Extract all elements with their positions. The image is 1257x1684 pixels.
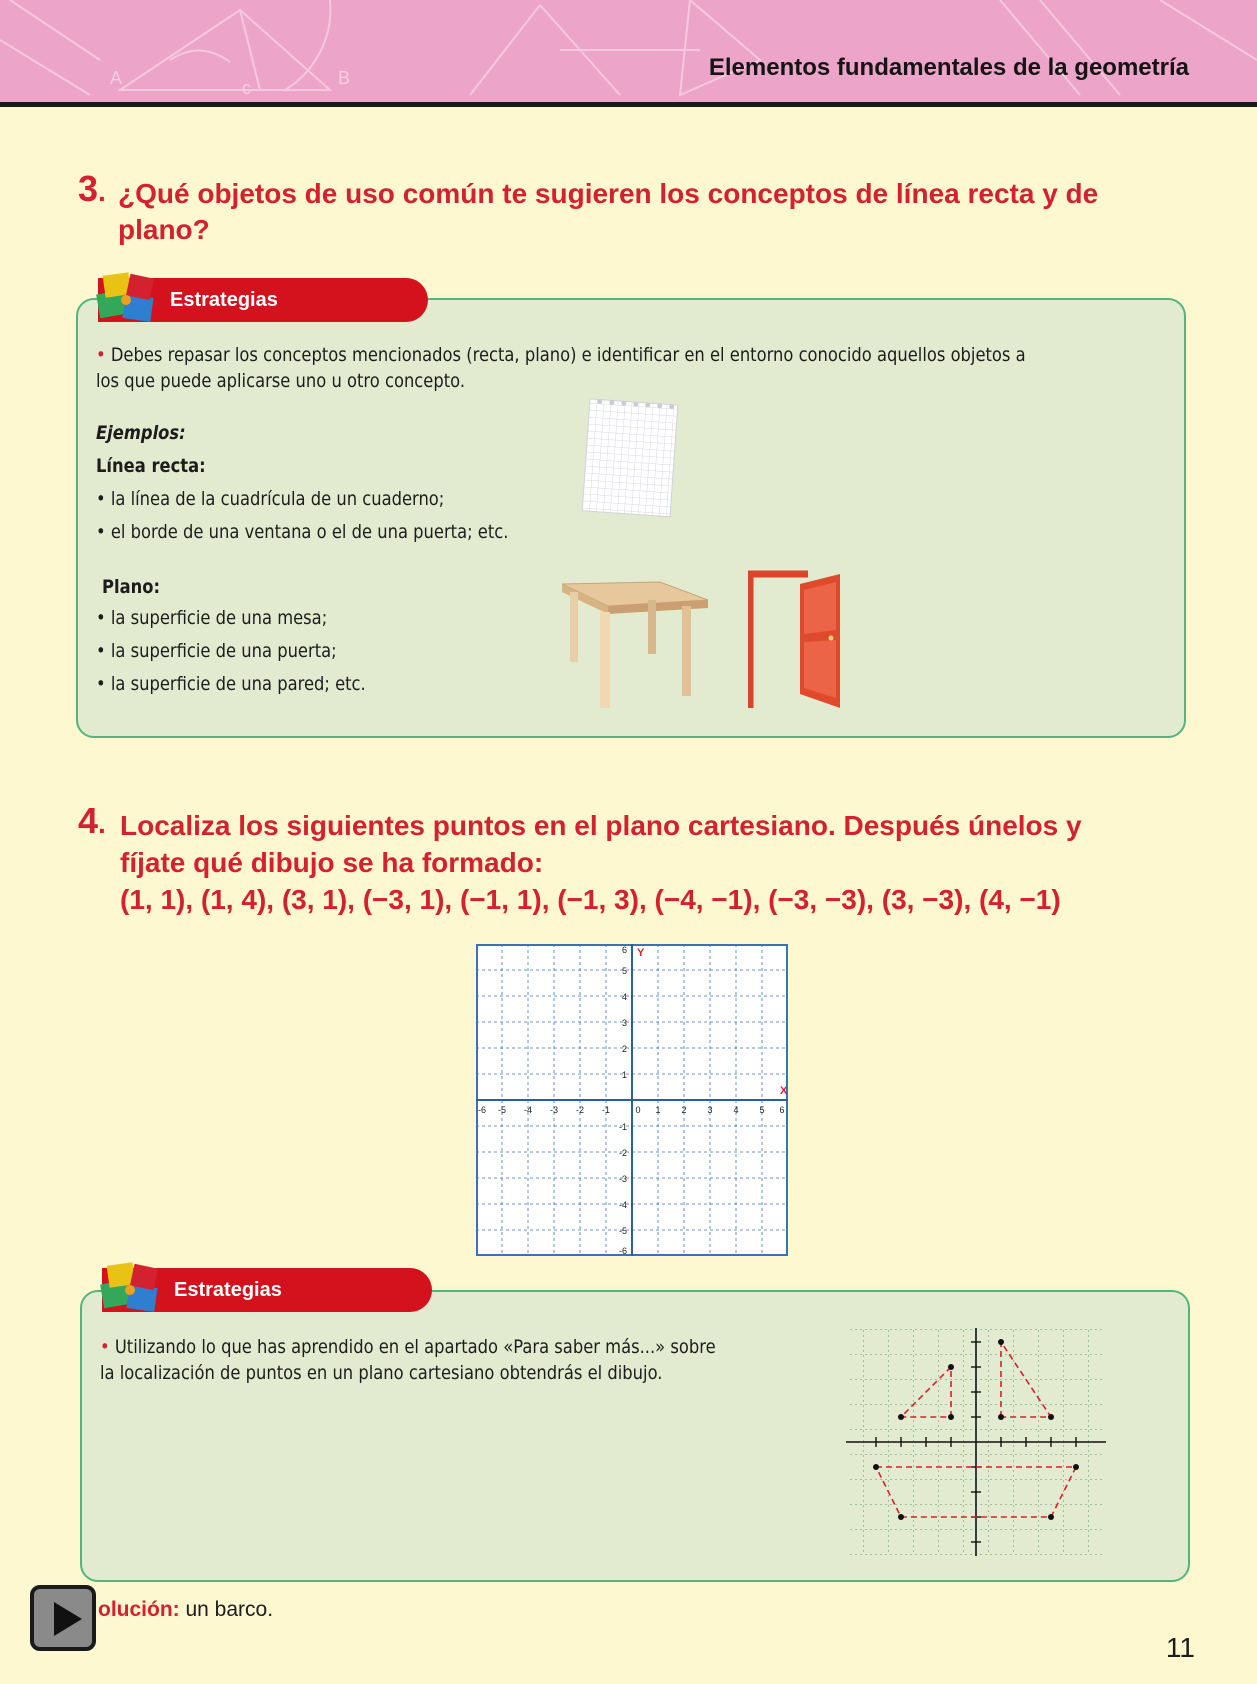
- line-heading: Línea recta:: [96, 455, 206, 477]
- table-illustration: [560, 578, 710, 712]
- boat-point: [998, 1339, 1004, 1345]
- svg-text:c: c: [242, 78, 251, 98]
- solution-label: olución:: [98, 1598, 180, 1621]
- boat-point: [1073, 1464, 1079, 1470]
- question-4-points: (1, 1), (1, 4), (3, 1), (−3, 1), (−1, 1), (−1, 3), (−4, −1), (−3, −3), (3, −3), (4, −1): [120, 884, 1061, 915]
- y-tick-label: -3: [618, 1174, 627, 1184]
- plane-heading: Plano:: [102, 576, 160, 598]
- y-tick-label: 2: [621, 1044, 627, 1054]
- x-tick-label: -3: [549, 1105, 559, 1115]
- x-tick-label: 1: [655, 1105, 661, 1115]
- page-header: [0, 0, 1257, 107]
- x-tick-label: -5: [497, 1105, 507, 1115]
- line-item-1-text: la línea de la cuadrícula de un cuaderno;: [110, 488, 445, 510]
- strategy-1-intro-line-2: los que puede aplicarse uno u otro concepto.: [96, 370, 466, 392]
- notebook-illustration: [572, 392, 690, 524]
- plane-item-3-text: la superficie de una pared; etc.: [110, 673, 366, 695]
- puzzle-icon: [92, 270, 168, 332]
- y-tick-label: 5: [621, 966, 627, 976]
- x-tick-label: 5: [759, 1105, 765, 1115]
- question-number: 3.: [78, 168, 106, 209]
- y-tick-label: 3: [621, 1018, 627, 1028]
- y-tick-label: -1: [618, 1122, 627, 1132]
- y-tick-label: 4: [621, 992, 627, 1002]
- x-tick-label: 0: [635, 1105, 641, 1115]
- door-illustration: [748, 570, 844, 710]
- x-tick-label: -4: [523, 1105, 533, 1115]
- boat-point: [948, 1364, 954, 1370]
- question-3-number: 3: [78, 168, 99, 209]
- boat-point: [1048, 1514, 1054, 1520]
- boat-shape-1: [901, 1367, 951, 1417]
- boat-point: [1048, 1414, 1054, 1420]
- boat-shape-2: [1001, 1342, 1051, 1417]
- boat-point: [898, 1414, 904, 1420]
- boat-point: [998, 1414, 1004, 1420]
- question-3-line-2: plano?: [118, 214, 210, 245]
- strategy-1-intro-line-1: • Debes repasar los conceptos mencionados (recta, plano) e identificar en el entorno conocido aquellos objetos a: [96, 344, 1026, 366]
- question-4-line-1: Localiza los siguientes puntos en el plano cartesiano. Después únelos y: [120, 810, 1082, 841]
- geometry-banner-art: [0, 0, 1257, 102]
- plane-item-3: • la superficie de una pared; etc.: [96, 673, 366, 695]
- play-icon: [54, 1602, 82, 1636]
- x-tick-label: -6: [477, 1105, 487, 1115]
- question-3-line-1: ¿Qué objetos de uso común te sugieren los conceptos de línea recta y de: [118, 178, 1099, 209]
- y-axis-label: Y: [637, 947, 645, 959]
- boat-point: [873, 1464, 879, 1470]
- solution-line: [98, 1598, 273, 1622]
- strategy-tab-1: Estrategias: [98, 278, 428, 322]
- boat-solution-chart: [846, 1326, 1106, 1558]
- y-tick-label: -5: [618, 1226, 627, 1236]
- solution-text: un barco.: [179, 1598, 274, 1621]
- line-item-2: • el borde de una ventana o el de una puerta; etc.: [96, 521, 509, 543]
- y-tick-label: -4: [618, 1200, 627, 1210]
- x-tick-label: -2: [575, 1105, 585, 1115]
- boat-point: [948, 1414, 954, 1420]
- strategy-2-line-2: la localización de puntos en un plano cartesiano obtendrás el dibujo.: [100, 1362, 663, 1384]
- line-item-1: • la línea de la cuadrícula de un cuaderno;: [96, 488, 445, 510]
- strategy-tab-2: Estrategias: [102, 1268, 432, 1312]
- question-4-number: 4: [78, 800, 99, 841]
- page-number: 11: [1165, 1632, 1195, 1663]
- y-tick-label: 1: [621, 1070, 627, 1080]
- plane-item-2-text: la superficie de una puerta;: [110, 640, 337, 662]
- puzzle-icon: [96, 1260, 172, 1322]
- svg-text:B: B: [338, 68, 351, 88]
- y-tick-label: -6: [618, 1246, 627, 1256]
- strategy-2-line-1: • Utilizando lo que has aprendido en el apartado «Para saber más...» sobre: [100, 1336, 716, 1358]
- strategy-1-intro-text: Debes repasar los conceptos mencionados (recta, plano) e identificar en el entorno conocido aquellos objetos a: [110, 344, 1026, 366]
- plane-item-2: • la superficie de una puerta;: [96, 640, 337, 662]
- x-tick-label: 2: [681, 1105, 687, 1115]
- page-header-title: Elementos fundamentales de la geometría: [708, 54, 1189, 81]
- plane-item-1: • la superficie de una mesa;: [96, 607, 328, 629]
- x-tick-label: 6: [779, 1105, 785, 1115]
- x-tick-label: 3: [707, 1105, 713, 1115]
- question-4-number-wrap: 4.: [78, 800, 106, 841]
- x-tick-label: -1: [601, 1105, 611, 1115]
- y-tick-label: -2: [618, 1148, 627, 1158]
- strategy-2-text: Utilizando lo que has aprendido en el apartado «Para saber más...» sobre: [114, 1336, 716, 1358]
- line-item-2-text: el borde de una ventana o el de una puerta; etc.: [110, 521, 509, 543]
- x-axis-label: X: [780, 1085, 788, 1097]
- question-4-line-2: fíjate qué dibujo se ha formado:: [120, 847, 544, 878]
- plane-item-1-text: la superficie de una mesa;: [110, 607, 328, 629]
- y-tick-label: 6: [621, 945, 627, 955]
- svg-text:A: A: [110, 68, 123, 88]
- play-button[interactable]: [30, 1585, 96, 1651]
- cartesian-grid: [476, 944, 788, 1256]
- x-tick-label: 4: [733, 1105, 739, 1115]
- examples-label: Ejemplos:: [96, 422, 186, 444]
- boat-point: [898, 1514, 904, 1520]
